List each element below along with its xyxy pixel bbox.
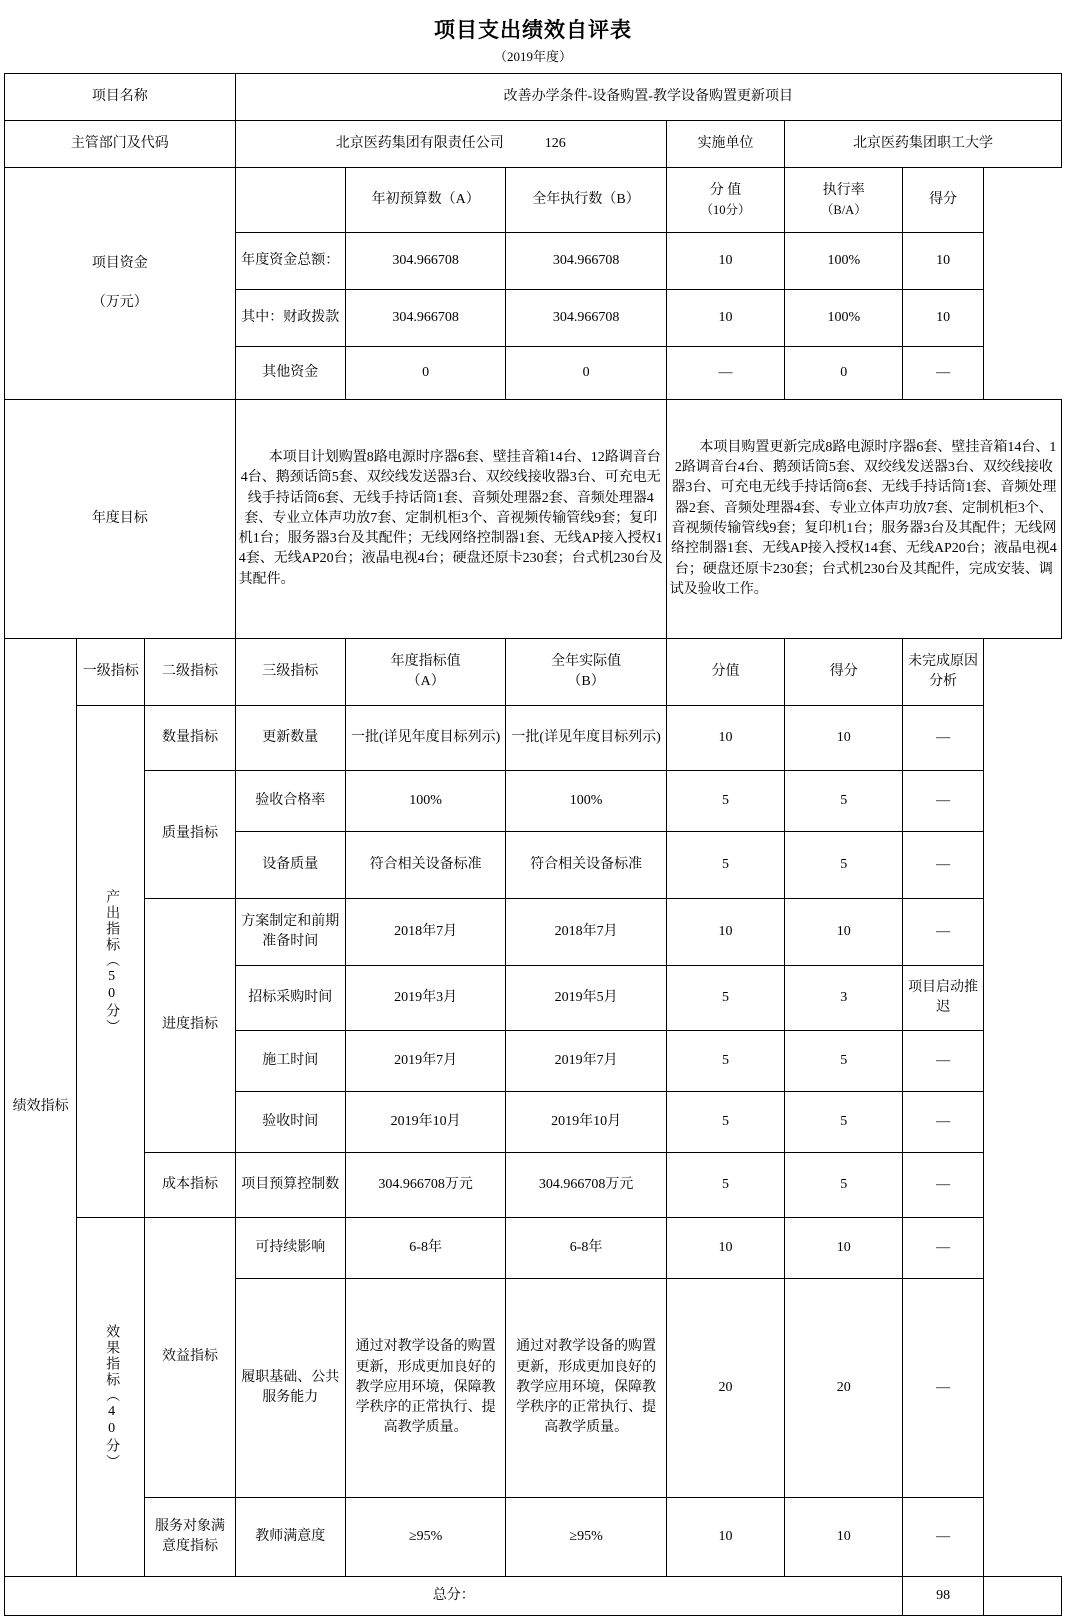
- performance-score: 5: [785, 771, 903, 832]
- project-name-label: 项目名称: [5, 74, 236, 121]
- performance-score-value: 10: [666, 899, 784, 966]
- performance-actual: 2019年10月: [506, 1092, 666, 1153]
- table-row-indicator: [5, 771, 1062, 832]
- performance-actual: 6-8年: [506, 1218, 666, 1279]
- funds-header-actual: 全年执行数（B）: [506, 168, 666, 233]
- funds-label: [5, 168, 236, 400]
- funds-header-rate: [785, 168, 903, 233]
- funds-item-score: 10: [903, 290, 983, 347]
- performance-score-value: 5: [666, 1092, 784, 1153]
- performance-header-actual: [506, 639, 666, 706]
- performance-reason: —: [903, 771, 983, 832]
- performance-header-reason: 未完成原因分析: [903, 639, 983, 706]
- performance-reason: —: [903, 1279, 983, 1498]
- table-row-indicator: [5, 899, 1062, 966]
- performance-score-value: 5: [666, 966, 784, 1031]
- funds-item-score-value: 10: [666, 233, 784, 290]
- funds-label-text: 项目资金: [91, 256, 148, 272]
- performance-reason: —: [903, 832, 983, 899]
- annual-goal-result: 本项目购置更新完成8路电源时序器6套、壁挂音箱14台、12路调音台4台、鹅颈话筒5套、双绞线发送器3台、双绞线接收器3台、可充电无线手持话筒6套、无线手持话筒1套、音频处理器2套、音频处理器4套、专业立体声功放7套、定制机柜3个、音视频传输管线9套；复印机1台；服务器3台及其配件；无线网络控制器1套、无线AP接入授权14套、无线AP20台；液晶电视4台；硬盘还原卡230套；台式机230台及其配件，完成安装、调试及验收工作。: [666, 400, 1061, 639]
- annual-goal-label: 年度目标: [5, 400, 236, 639]
- funds-header-rate-sub: （B/A）: [820, 203, 867, 218]
- funds-item-rate: 0: [785, 347, 903, 400]
- funds-unit-text: （万元）: [91, 294, 148, 310]
- performance-score: 3: [785, 966, 903, 1031]
- performance-score-value: 10: [666, 1218, 784, 1279]
- performance-actual: 2019年5月: [506, 966, 666, 1031]
- performance-level1-output: [77, 706, 145, 1218]
- department-name: 北京医药集团有限责任公司: [335, 135, 504, 151]
- page-subtitle: （2019年度）: [493, 49, 572, 64]
- page-title: 项目支出绩效自评表: [434, 18, 632, 42]
- performance-header-actual-sub: （B）: [567, 674, 605, 689]
- performance-score: 5: [785, 1153, 903, 1218]
- total-value: 98: [903, 1577, 983, 1616]
- performance-actual: 一批(详见年度目标列示): [506, 706, 666, 771]
- funds-header-blank: [235, 168, 345, 233]
- implementing-unit-value: 北京医药集团职工大学: [785, 121, 1062, 168]
- performance-reason: —: [903, 1031, 983, 1092]
- annual-goal-plan: 本项目计划购置8路电源时序器6套、壁挂音箱14台、12路调音台4台、鹅颈话筒5套、双绞线发送器3台、双绞线接收器3台、可充电无线手持话筒6套、无线手持话筒1套、音频处理器2套、音频处理器4套、专业立体声功放7套、定制机柜3个、音视频传输管线9套；复印机1台；服务器3台及其配件；无线网络控制器1套、无线AP接入授权14套、无线AP20台；液晶电视4台；硬盘还原卡230套；台式机230台及其配件。: [235, 400, 666, 639]
- performance-target: 符合相关设备标准: [345, 832, 505, 899]
- performance-level1-effect-sub: （40分）: [104, 1388, 120, 1470]
- total-label: 总分：: [5, 1577, 903, 1616]
- funds-item-rate: 100%: [785, 233, 903, 290]
- funds-item-name: 年度资金总额：: [235, 233, 345, 290]
- performance-score: 10: [785, 1218, 903, 1279]
- performance-header-level1: 一级指标: [77, 639, 145, 706]
- performance-actual: 100%: [506, 771, 666, 832]
- performance-score: 10: [785, 706, 903, 771]
- performance-level1-effect: [77, 1218, 145, 1577]
- performance-level2-cost: 成本指标: [145, 1153, 235, 1218]
- department-value: [235, 121, 666, 168]
- performance-target: 100%: [345, 771, 505, 832]
- table-row-total: [5, 1577, 1062, 1616]
- table-row-project-name: [5, 74, 1062, 121]
- project-name-value: 改善办学条件-设备购置-教学设备购置更新项目: [235, 74, 1061, 121]
- performance-level2-quantity: 数量指标: [145, 706, 235, 771]
- funds-item-score-value: 10: [666, 290, 784, 347]
- performance-header-target-sub: （A）: [406, 674, 445, 689]
- funds-item-budget: 304.966708: [345, 233, 505, 290]
- funds-item-score: 10: [903, 233, 983, 290]
- performance-score-value: 10: [666, 706, 784, 771]
- performance-score: 5: [785, 832, 903, 899]
- performance-level3: 设备质量: [235, 832, 345, 899]
- table-row-indicator: [5, 706, 1062, 771]
- performance-score: 10: [785, 1498, 903, 1577]
- performance-reason: —: [903, 706, 983, 771]
- performance-level3: 方案制定和前期准备时间: [235, 899, 345, 966]
- performance-level3: 验收时间: [235, 1092, 345, 1153]
- table-row-indicator: [5, 1218, 1062, 1279]
- department-code: 126: [544, 135, 566, 151]
- funds-item-score: —: [903, 347, 983, 400]
- performance-actual: ≥95%: [506, 1498, 666, 1577]
- performance-self-evaluation-table: [4, 73, 1062, 1616]
- funds-header-score-value: [666, 168, 784, 233]
- performance-header-actual-main: 全年实际值: [551, 653, 622, 669]
- funds-header-score-value-sub: （10分）: [700, 203, 751, 218]
- performance-level1-output-text: 产出指标: [104, 888, 120, 953]
- performance-reason: —: [903, 899, 983, 966]
- table-row-performance-header: [5, 639, 1062, 706]
- performance-target: 一批(详见年度目标列示): [345, 706, 505, 771]
- performance-target: 304.966708万元: [345, 1153, 505, 1218]
- table-row-funds-header: [5, 168, 1062, 233]
- performance-header-target-main: 年度指标值: [390, 653, 461, 669]
- performance-level3: 更新数量: [235, 706, 345, 771]
- performance-target: ≥95%: [345, 1498, 505, 1577]
- table-row-annual-goal: [5, 400, 1062, 639]
- performance-header-score: 得分: [785, 639, 903, 706]
- performance-target: 2019年10月: [345, 1092, 505, 1153]
- performance-reason: —: [903, 1092, 983, 1153]
- performance-score-value: 20: [666, 1279, 784, 1498]
- performance-level2-benefit: 效益指标: [145, 1218, 235, 1498]
- performance-score: 5: [785, 1092, 903, 1153]
- performance-score-value: 5: [666, 1031, 784, 1092]
- table-row-indicator: [5, 1153, 1062, 1218]
- performance-header-target: [345, 639, 505, 706]
- performance-level1-effect-text: 效果指标: [104, 1324, 120, 1388]
- performance-level1-output-sub: （50分）: [104, 952, 120, 1035]
- funds-header-rate-main: 执行率: [822, 182, 865, 198]
- performance-header-level2: 二级指标: [145, 639, 235, 706]
- implementing-unit-label: 实施单位: [666, 121, 784, 168]
- funds-item-name: 其中：财政拨款: [235, 290, 345, 347]
- funds-header-score: 得分: [903, 168, 983, 233]
- funds-item-actual: 304.966708: [506, 233, 666, 290]
- performance-actual: 2018年7月: [506, 899, 666, 966]
- performance-level3: 可持续影响: [235, 1218, 345, 1279]
- performance-target: 通过对教学设备的购置更新，形成更加良好的教学应用环境，保障教学秩序的正常执行、提高教学质量。: [345, 1279, 505, 1498]
- performance-score-value: 5: [666, 771, 784, 832]
- performance-reason: 项目启动推迟: [903, 966, 983, 1031]
- performance-level2-satisfaction: 服务对象满意度指标: [145, 1498, 235, 1577]
- performance-label: 绩效指标: [5, 639, 77, 1577]
- performance-target: 2018年7月: [345, 899, 505, 966]
- table-row-department: [5, 121, 1062, 168]
- performance-level3: 招标采购时间: [235, 966, 345, 1031]
- performance-score-value: 10: [666, 1498, 784, 1577]
- funds-item-actual: 0: [506, 347, 666, 400]
- performance-reason: —: [903, 1498, 983, 1577]
- performance-score: 20: [785, 1279, 903, 1498]
- performance-target: 6-8年: [345, 1218, 505, 1279]
- total-blank: [983, 1577, 1061, 1616]
- funds-item-rate: 100%: [785, 290, 903, 347]
- performance-level2-quality: 质量指标: [145, 771, 235, 899]
- funds-item-budget: 304.966708: [345, 290, 505, 347]
- performance-header-score-value: 分值: [666, 639, 784, 706]
- funds-item-score-value: —: [666, 347, 784, 400]
- performance-level3: 验收合格率: [235, 771, 345, 832]
- funds-item-actual: 304.966708: [506, 290, 666, 347]
- performance-reason: —: [903, 1153, 983, 1218]
- funds-header-budget: 年初预算数（A）: [345, 168, 505, 233]
- performance-level2-progress: 进度指标: [145, 899, 235, 1153]
- funds-item-name: 其他资金: [235, 347, 345, 400]
- performance-actual: 2019年7月: [506, 1031, 666, 1092]
- performance-level3: 履职基础、公共服务能力: [235, 1279, 345, 1498]
- performance-score: 10: [785, 899, 903, 966]
- performance-actual: 符合相关设备标准: [506, 832, 666, 899]
- performance-score-value: 5: [666, 1153, 784, 1218]
- performance-level3: 施工时间: [235, 1031, 345, 1092]
- performance-score-value: 5: [666, 832, 784, 899]
- performance-level3: 项目预算控制数: [235, 1153, 345, 1218]
- performance-score: 5: [785, 1031, 903, 1092]
- performance-actual: 通过对教学设备的购置更新，形成更加良好的教学应用环境，保障教学秩序的正常执行、提高教学质量。: [506, 1279, 666, 1498]
- performance-reason: —: [903, 1218, 983, 1279]
- table-row-indicator: [5, 1498, 1062, 1577]
- performance-header-level3: 三级指标: [235, 639, 345, 706]
- funds-item-budget: 0: [345, 347, 505, 400]
- performance-actual: 304.966708万元: [506, 1153, 666, 1218]
- performance-level3: 教师满意度: [235, 1498, 345, 1577]
- performance-target: 2019年7月: [345, 1031, 505, 1092]
- performance-target: 2019年3月: [345, 966, 505, 1031]
- department-label: 主管部门及代码: [5, 121, 236, 168]
- funds-header-score-value-main: 分 值: [709, 182, 742, 198]
